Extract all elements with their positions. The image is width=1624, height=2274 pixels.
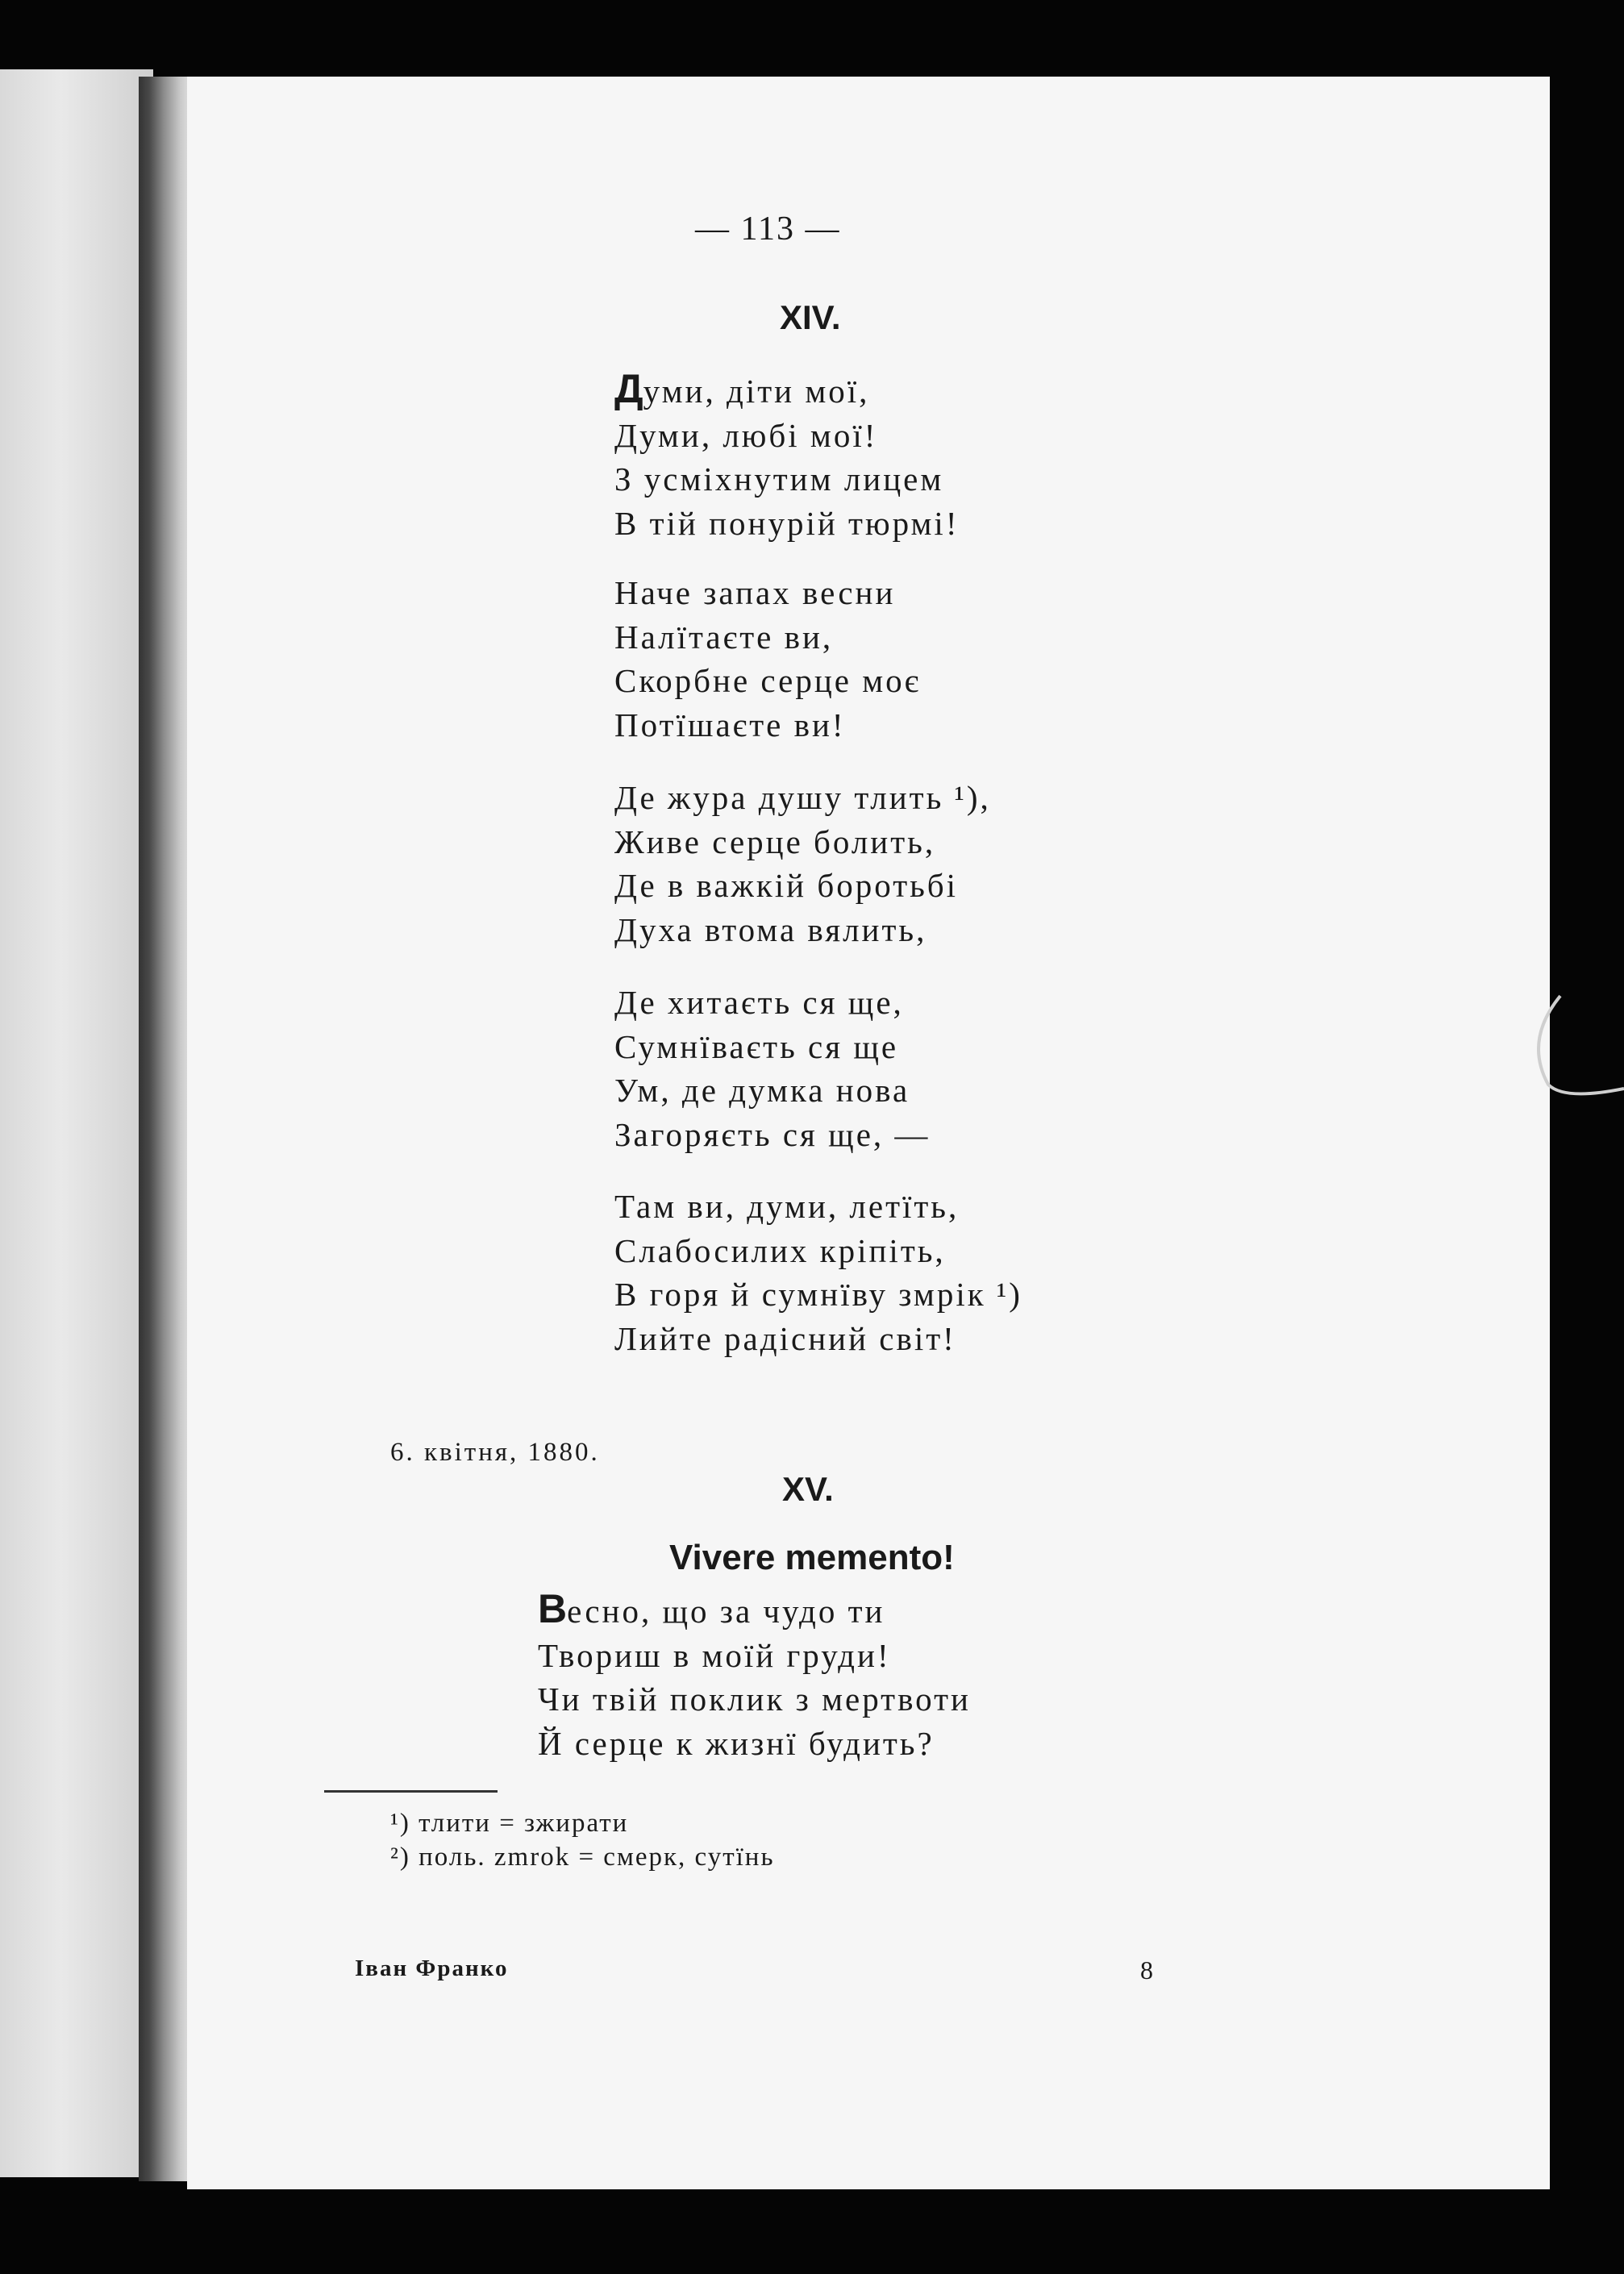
poem-line: Слабосилих кріпіть, xyxy=(614,1231,946,1269)
poem-title: Vivere memento! xyxy=(669,1538,955,1577)
printer-signature: 8 xyxy=(1140,1955,1153,1985)
footnote-rule xyxy=(324,1790,498,1793)
poem-date: 6. квітня, 1880. xyxy=(390,1438,600,1467)
poem-line: Весно, що за чудо ти xyxy=(538,1586,885,1631)
stanza-3 xyxy=(614,776,991,952)
poem-line: Там ви, думи, летїть, xyxy=(614,1188,960,1225)
poem-line: Налїтаєте ви, xyxy=(614,618,834,656)
poem-line: Духа втома вялить, xyxy=(614,910,927,948)
page-number: — 113 — xyxy=(695,210,841,248)
poem-line: Й серце к жизнї будить? xyxy=(538,1724,935,1762)
section-xiv-heading: XIV. xyxy=(780,298,841,336)
previous-page-edge xyxy=(0,69,153,2177)
book-page xyxy=(187,77,1550,2189)
poem-line: Твориш в моїй груди! xyxy=(538,1636,891,1674)
stanza-xv-1 xyxy=(538,1587,971,1765)
footnote-1 xyxy=(390,1809,628,1839)
poem-line: Лийте радісний світ! xyxy=(614,1319,956,1357)
stanza-1 xyxy=(614,367,959,545)
section-xv-heading: XV. xyxy=(782,1470,834,1508)
poem-line: З усміхнутим лицем xyxy=(614,460,944,498)
footnote-2 xyxy=(390,1843,775,1872)
poem-line: В тій понурій тюрмі! xyxy=(614,504,960,542)
footnote-mark: ²) xyxy=(390,1843,410,1872)
poem-line: Чи твій поклик з мертвоти xyxy=(538,1681,971,1718)
poem-line: Ум, де думка нова xyxy=(614,1072,910,1109)
poem-line: Скорбне серце моє xyxy=(614,662,922,699)
poem-line: Загоряєть ся ще, — xyxy=(614,1115,931,1153)
poem-line: Де жура душу тлить ¹), xyxy=(614,779,991,816)
author-name: Іван Франко xyxy=(355,1955,509,1981)
poem-line: Живе серце болить, xyxy=(614,823,936,860)
footnote-text: поль. zmrok = смерк, сутїнь xyxy=(418,1843,775,1872)
footnote-mark: ¹) xyxy=(390,1809,410,1838)
poem-line: Потїшаєте ви! xyxy=(614,706,846,743)
stanza-4 xyxy=(614,981,930,1156)
poem-line: Думи, діти мої, xyxy=(614,366,870,411)
stanza-2 xyxy=(614,571,921,747)
drop-cap: Д xyxy=(614,366,643,411)
poem-line: Думи, любі мої! xyxy=(614,416,878,454)
poem-line: Де хитаєть ся ще, xyxy=(614,984,904,1021)
scan-artifact-arc xyxy=(1516,984,1624,1113)
poem-line: Наче запах весни xyxy=(614,574,896,611)
stanza-5 xyxy=(614,1185,1022,1360)
drop-cap: В xyxy=(538,1586,568,1631)
poem-line: Де в важкій боротьбі xyxy=(614,867,959,904)
poem-line: В горя й сумнїву змрік ¹) xyxy=(614,1276,1022,1313)
poem-line: Сумнїваєть ся ще xyxy=(614,1027,899,1065)
footnote-text: тлити = зжирати xyxy=(418,1809,629,1838)
book-binding-shadow xyxy=(139,77,194,2181)
